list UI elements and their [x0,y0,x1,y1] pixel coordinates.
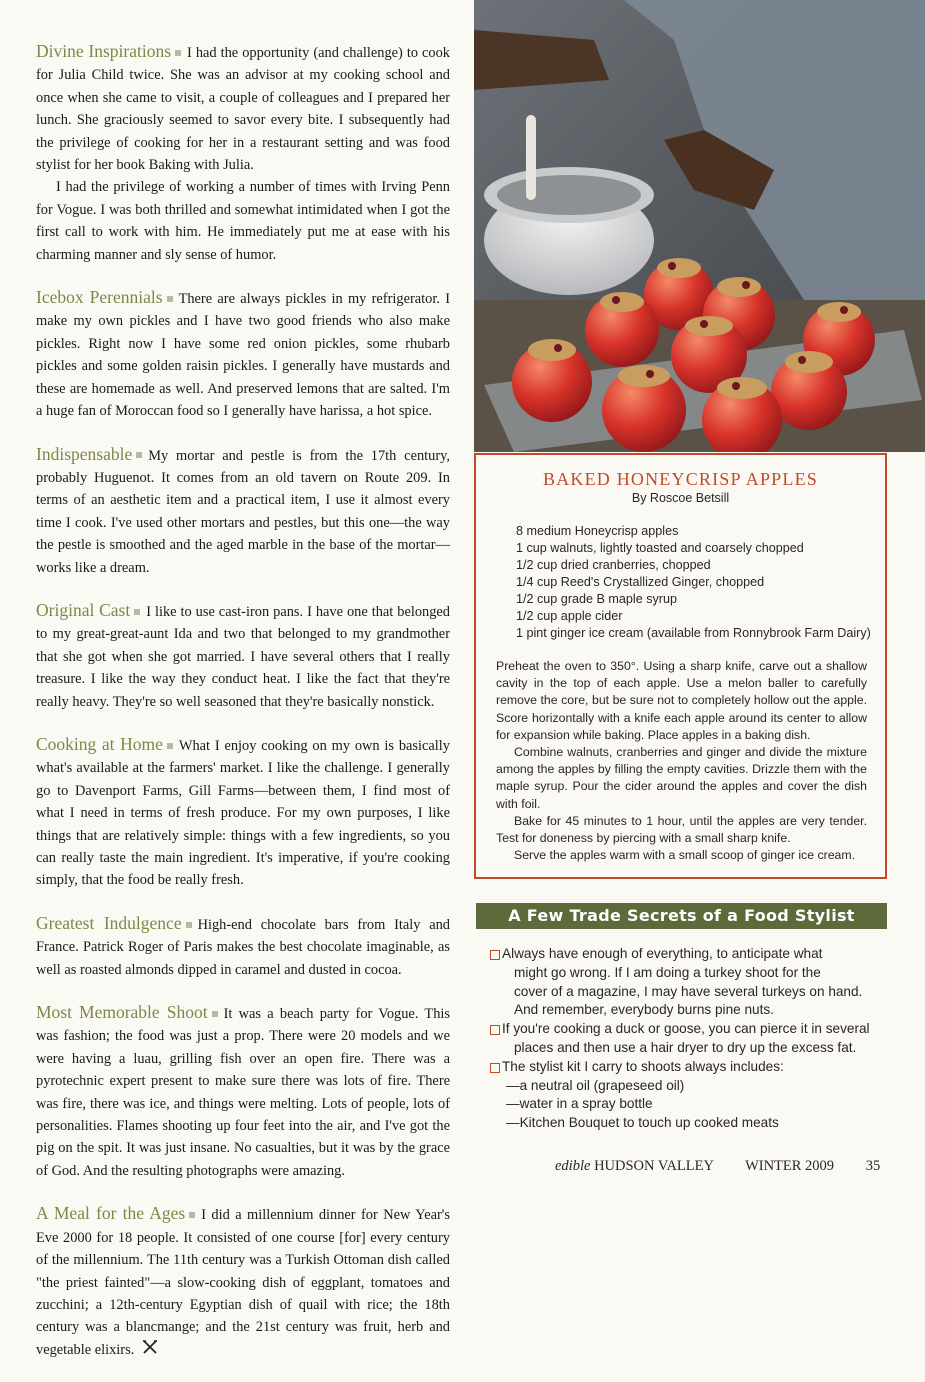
section-text: I had the opportunity (and challenge) to cook for Julia Child twice. She was an advisor at my cooking school and once when she came to visit, a couple of colleagues and I prepared her lunch. She graciously seemed to savor every bite. I subsequently had the privilege of cooking for her in a restaurant setting and was food stylist for her book Baking with Julia. [36,45,450,174]
ingredient-list [516,523,885,642]
section-text: I like to use cast-iron pans. I have one that belonged to my great-great-aunt Ida and two that belonged to my grandmother that she got when she got married. I have several others that I really treasure. I like the way they conduct heat. I like the fact that they're really heavy. They're so well seasoned that they're basically nonstick. [36,603,451,710]
checkbox-icon [490,1025,500,1035]
magazine-name: HUDSON VALLEY [590,1158,714,1174]
section-heading: Icebox Perennials [36,287,163,308]
baked-apples-photo [474,0,925,452]
checkbox-icon [490,950,500,960]
ingredient-item: 1/4 cup Reed's Crystallized Ginger, chopped [516,575,765,589]
issue-label: WINTER 2009 [745,1158,835,1174]
section-heading: Indispensable [36,443,133,464]
section-heading: Greatest Indulgence [36,912,182,933]
section-heading: Divine Inspirations [36,41,172,61]
ingredient-item: 1/2 cup apple cider [516,609,623,623]
bullet-square [136,452,142,458]
bullet-square [167,296,173,302]
section-text: There are always pickles in my refrigerator. I make my own pickles and I have two good friends who also make pickles. Right now I have some red onion pickles, some rhubarb pickles and some golden raisin pickles. I generally have mustards and these are homemade as well. And preserved lemons that are salted. I'm a huge fan of Moroccan food so I generally have harissa, a hot spice. [36,291,450,420]
section-heading: Original Cast [36,599,131,620]
trade-secrets-title: A Few Trade Secrets of a Food Stylist [476,903,887,929]
section-heading: Cooking at Home [36,733,163,754]
ingredient-item: 1 cup walnuts, lightly toasted and coarsely chopped [516,541,804,555]
bullet-square [175,50,181,56]
section [36,599,450,713]
recipe-byline: By Roscoe Betsill [631,491,730,505]
section [36,912,450,981]
ingredient-item: 1 pint ginger ice cream (available from Ronnybrook Farm Dairy) [516,626,871,640]
bullet-square [212,1011,218,1017]
recipe-box [474,453,887,879]
article-column [36,40,450,1382]
direction-paragraph: Combine walnuts, cranberries and ginger and divide the mixture among the apples by filling the empty cavities. Drizzle them with the maple syrup. Pour the cider around the apples and cover the dish with foil. [496,745,867,811]
tip-item: Always have enough of everything, to anticipate what might go wrong. If I am doing a turkey shoot for the cover of a magazine, I may have several turkeys on hand. And remember, everybody burns pine nuts. [490,945,890,1020]
section [36,1001,450,1182]
recipe-title: BAKED HONEYCRISP APPLES [543,469,818,489]
crossed-utensils-icon [142,1339,158,1361]
section-heading: A Meal for the Ages [36,1203,186,1224]
section [36,40,450,266]
section [36,443,450,579]
section-text: My mortar and pestle is from the 17th century, probably Huguenot. It comes from an old tavern on Route 209. In terms of an aesthetic item and a practical item, I use it almost every time I cook. I've used other mortars and pestles, but this one—the way the pestle is smoothed and the aged marble in the base of the mortar—works like a dream. [36,447,450,576]
ingredient-item: 1/2 cup dried cranberries, chopped [516,558,711,572]
trade-secrets-list [490,945,890,1133]
section-text: What I enjoy cooking on my own is basically what's available at the farmers' market. I like the challenge. I generally go to Davenport Farms, Gill Farms—between them, I find most of what I need in terms of fresh produce. For my own purposes, I like things that are relatively simple: things with a few ingredients, so you can really taste the main ingredient. It's imperative, if you're cooking simply, that the food be really fresh. [36,737,450,889]
section [36,286,450,422]
direction-paragraph: Bake for 45 minutes to 1 hour, until the apples are very tender. Test for doneness by piercing with a small sharp knife. [496,813,867,846]
magazine-name-italic: edible [555,1158,591,1174]
page-footer [555,1158,880,1175]
bullet-square [134,609,140,615]
direction-paragraph: Preheat the oven to 350°. Using a sharp knife, carve out a shallow cavity in the top of each apple. Use a melon baller to carefully remove the core, but be sure not to completely hollow out the apple. Score horizontally with a knife each apple around its center to allow for expansion while baking. Place apples in a baking dish. [496,659,867,742]
section [36,733,450,892]
section-heading: Most Memorable Shoot [36,1002,208,1023]
section-text: I did a millennium dinner for New Year's Eve 2000 for 18 people. It consisted of one course [for] every century of the millennium. The 11th century was a Turkish Ottoman dish called "the priest fainted"—a slow-cooking dish of eggplant, tomatoes and zucchini; a 12th-century Egyptian dish of quail with rice; the 18th century was a blancmange; and the 21st century was fruit, herb and vegetable elixirs. [36,1207,450,1358]
bullet-square [167,743,173,749]
ingredient-item: 1/2 cup grade B maple syrup [516,592,678,606]
recipe-directions [496,658,867,864]
section-text: High-end chocolate bars from Italy and France. Patrick Roger of Paris makes the best chocolate imaginable, as well as roasted almonds dipped in caramel and dusted in cocoa. [36,916,450,978]
bullet-square [186,922,192,928]
bullet-square [189,1212,195,1218]
section [36,1202,450,1361]
page-number: 35 [865,1158,881,1174]
section-text: I had the privilege of working a number of times with Irving Penn for Vogue. I was both thrilled and somewhat intimidated when I got the first call to work with him. He immediately put me at ease with his charming manner and sly sense of humor. [36,179,450,263]
tip-item: If you're cooking a duck or goose, you can pierce it in several places and then use a hair dryer to dry up the excess fat. [490,1020,890,1058]
checkbox-icon [490,1063,500,1073]
tip-item: The stylist kit I carry to shoots always includes: —a neutral oil (grapeseed oil) —water in a spray bottle —Kitchen Bouquet to touch up cooked meats [490,1058,890,1133]
section-text: It was a beach party for Vogue. This was fashion; the food was just a prop. There were 20 models and we were having a luau, grilling fish over an open fire. There was a pyrotechnic expert present to make sure there was lots of fire. There was fire, there was ice, and things were melting. Lots of people, lots of personalities. Flames shooting up four feet into the air, and I've got the pig on the spit. It was just insane. No casualties, but it was by the grace of God. And the resulting photographs were amazing. [36,1006,450,1179]
ingredient-item: 8 medium Honeycrisp apples [516,524,679,538]
direction-paragraph: Serve the apples warm with a small scoop of ginger ice cream. [514,848,856,863]
